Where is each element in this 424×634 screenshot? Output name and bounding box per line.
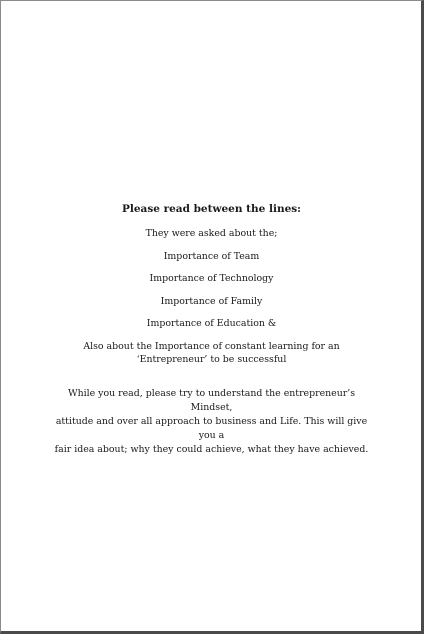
list-item-family: Importance of Family bbox=[160, 295, 263, 307]
importance-list bbox=[1, 227, 422, 366]
paragraph-line-1: While you read, please try to understand the entrepreneur’s Mindset, bbox=[67, 387, 356, 413]
list-item-education: Importance of Education & bbox=[146, 318, 277, 329]
list-item-team: Importance of Team bbox=[163, 250, 260, 262]
page-content bbox=[1, 201, 422, 457]
intro-line: They were asked about the; bbox=[145, 228, 278, 239]
learning-line-2: ‘Entrepreneur’ to be successful bbox=[136, 353, 287, 365]
paragraph-line-3: fair idea about; why they could achieve, what they have achieved. bbox=[54, 443, 369, 455]
paragraph-line-2: attitude and over all approach to business and Life. This will give you a bbox=[55, 415, 368, 441]
page-heading: Please read between the lines: bbox=[121, 203, 302, 215]
closing-paragraph bbox=[47, 387, 377, 457]
learning-line-1: Also about the Importance of constant learning for an bbox=[83, 340, 340, 352]
list-item-technology: Importance of Technology bbox=[149, 273, 274, 284]
